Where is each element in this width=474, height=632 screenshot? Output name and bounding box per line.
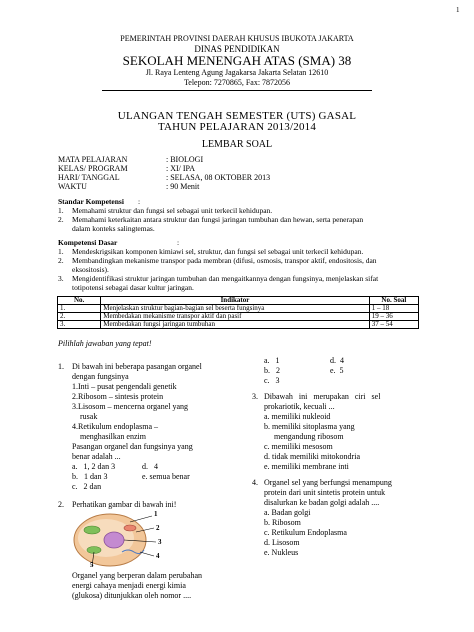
standar-item-text: Memahami keterkaitan antara struktur dan fungsi jaringan tumbuhan dan hewan, serta penerapan — [72, 215, 364, 224]
header-government: PEMERINTAH PROVINSI DAERAH KHUSUS IBUKOTA JAKARTA — [120, 34, 354, 43]
answer-option-b[interactable]: b. memiliki sitoplasma yang — [264, 422, 355, 431]
info-value: : SELASA, 08 OKTOBER 2013 — [166, 173, 271, 182]
table-cell-nosoal: 37 – 54 — [369, 321, 418, 329]
question-1-list-item: rusak — [72, 412, 98, 421]
question-1-text: Pasangan organel dan fungsinya yang — [72, 442, 193, 451]
kompetensi-item-text: Mendeskrigsikan komponen kimiawi sel, struktur, dan fungsi sel sebagai unit terkecil kehidupan. — [72, 247, 364, 256]
question-1-list-item: 1.Inti – pusat pengendali genetik — [72, 382, 177, 391]
info-value: : BIOLOGI — [166, 155, 204, 164]
answer-option-d[interactable]: d. 4 — [330, 356, 344, 365]
table-cell-indikator: Menjelaskan struktur bagian-bagian sel beserta fungsinya — [101, 305, 369, 313]
question-1-list-item: 4.Retikulum endoplasma – — [72, 422, 158, 431]
answer-option-e[interactable]: e. Nukleus — [264, 548, 299, 557]
answer-option-c[interactable]: c. 2 dan — [72, 482, 102, 491]
question-1-list-item: menghasilkan enzim — [72, 432, 146, 441]
info-class — [58, 164, 196, 173]
kompetensi-item-num: 2. — [58, 256, 64, 265]
question-2-text: (glukosa) ditunjukkan oleh nomor .... — [72, 591, 192, 600]
question-1-list-item: 3.Lisosom – mencerna organel yang — [72, 402, 189, 411]
answer-option-e[interactable]: e. 5 — [330, 366, 344, 375]
answer-option-a[interactable]: a. 1, 2 dan 3 — [72, 462, 116, 471]
question-1-number: 1. — [58, 362, 64, 371]
chloroplast — [84, 526, 100, 534]
answer-option-c[interactable]: c. Retikulum Endoplasma — [264, 528, 347, 537]
kompetensi-heading: Kompetensi Dasar — [58, 238, 118, 247]
kompetensi-item-text: Mengidentifikasi struktur jaringan tumbuhan dan mengaitkannya dengan fungsinya, menjelaskan sifat — [72, 274, 379, 283]
diagram-label: 1 — [154, 510, 158, 518]
answer-option-b-cont: mengandung ribosom — [264, 432, 344, 441]
indicator-table — [57, 296, 419, 329]
answer-option-b[interactable]: b. Ribosom — [264, 518, 301, 527]
diagram-label: 4 — [156, 552, 160, 560]
table-header-nosoal: No. Soal — [369, 297, 418, 305]
table-cell-no: 2. — [58, 313, 101, 321]
answer-option-a[interactable]: a. Badan golgi — [264, 508, 311, 517]
info-value: : XI/ IPA — [166, 164, 196, 173]
exam-year: TAHUN PELAJARAN 2013/2014 — [157, 121, 317, 133]
standar-item-text: dalam konteks salingtemas. — [72, 224, 155, 233]
answer-option-b[interactable]: b. 1 dan 3 — [72, 472, 108, 481]
answer-option-d[interactable]: d. 4 — [142, 462, 158, 471]
info-label: KELAS/ PROGRAM — [58, 164, 128, 173]
answer-option-a[interactable]: a. memiliki nukleoid — [264, 412, 331, 421]
answer-option-e[interactable]: e. semua benar — [142, 472, 190, 481]
table-cell-indikator: Membedakan mekanisme transpor aktif dan pasif — [101, 313, 369, 321]
answer-option-c[interactable]: c. memiliki mesosom — [264, 442, 333, 451]
standar-heading: Standar Kompetensi — [58, 197, 124, 206]
exam-title: ULANGAN TENGAH SEMESTER (UTS) GASAL — [117, 110, 357, 122]
kompetensi-item-num: 3. — [58, 274, 64, 283]
instruction: Pilihlah jawaban yang tepat! — [58, 339, 152, 348]
kompetensi-item-text: eksositosis). — [72, 265, 109, 274]
standar-item-num: 2. — [58, 215, 64, 224]
kompetensi-item-text: totipotensi sebagai dasar kultur jaringan. — [72, 283, 194, 292]
diagram-label: 3 — [158, 538, 162, 546]
question-2-text: Perhatikan gambar di bawah ini! — [72, 500, 177, 509]
question-4-text: Organel sel yang berfungsi menampung — [264, 478, 392, 487]
table-header-indikator: Indikator — [101, 297, 369, 305]
table-cell-indikator: Membedakan fungsi jaringan tumbuhan — [101, 321, 369, 329]
header-address: Jl. Raya Lenteng Agung Jagakarsa Jakarta Selatan 12610 — [145, 68, 329, 77]
answer-option-d[interactable]: d. tidak memiliki mitokondria — [264, 452, 360, 461]
info-time — [58, 182, 200, 191]
header-department: DINAS PENDIDIKAN — [194, 44, 280, 54]
answer-option-d[interactable]: d. Lisosom — [264, 538, 300, 547]
question-4-number: 4. — [252, 478, 258, 487]
mitochondrion — [124, 525, 136, 531]
table-cell-nosoal: 19 – 36 — [369, 313, 418, 321]
pointer-line — [130, 516, 152, 522]
header-rule — [102, 90, 372, 91]
answer-option-a[interactable]: a. 1 — [264, 356, 280, 365]
question-4-text: protein dari unit sintetis protein untuk — [264, 488, 386, 497]
page-number: 1 — [456, 6, 460, 14]
pointer-line — [140, 552, 154, 556]
question-3-number: 3. — [252, 392, 258, 401]
question-1-text: dengan fungsinya — [72, 372, 129, 381]
standar-item-text: Memahami struktur dan fungsi sel sebagai unit terkecil kehidupan. — [72, 206, 273, 215]
question-2-number: 2. — [58, 500, 64, 509]
answer-option-e[interactable]: e. memiliki membrane inti — [264, 462, 349, 471]
info-subject — [58, 155, 204, 164]
answer-option-c[interactable]: c. 3 — [264, 376, 280, 385]
cell-diagram — [70, 510, 180, 570]
table-cell-no: 3. — [58, 321, 101, 329]
kompetensi-item-num: 1. — [58, 247, 64, 256]
info-label: WAKTU — [58, 182, 87, 191]
kompetensi-colon: : — [177, 238, 180, 247]
answer-option-b[interactable]: b. 2 — [264, 366, 280, 375]
question-1-text: benar adalah ... — [72, 452, 121, 461]
diagram-label: 2 — [156, 524, 160, 532]
standar-item-num: 1. — [58, 206, 64, 215]
info-value: : 90 Menit — [166, 182, 200, 191]
table-row — [58, 321, 419, 329]
table-cell-nosoal: 1 – 18 — [369, 305, 418, 313]
info-date — [58, 173, 271, 182]
kompetensi-item-text: Membandingkan mekanisme transpor pada membran (difusi, osmosis, transpor aktif, endositosis, dan — [72, 256, 377, 265]
info-label: HARI/ TANGGAL — [58, 173, 120, 182]
sheet-title: LEMBAR SOAL — [201, 139, 273, 150]
nucleus — [104, 532, 124, 548]
question-2-text: Organel yang berperan dalam perubahan — [72, 571, 203, 580]
question-3-text: Dibawah ini merupakan ciri sel — [264, 392, 381, 401]
header-school-name: SEKOLAH MENENGAH ATAS (SMA) 38 — [122, 53, 352, 68]
question-1-text: Di bawah ini beberapa pasangan organel — [72, 362, 202, 371]
question-3-text: prokariotik, kecuali ... — [264, 402, 335, 411]
question-2-text: energi cahaya menjadi energi kimia — [72, 581, 186, 590]
info-label: MATA PELAJARAN — [58, 155, 128, 164]
table-cell-no: 1. — [58, 305, 101, 313]
table-header-no: No. — [58, 297, 101, 305]
question-1-list-item: 2.Ribosom – sintesis protein — [72, 392, 164, 401]
question-4-text: disalurkan ke badan golgi adalah .... — [264, 498, 380, 507]
header-phone: Telepon: 7270865, Fax: 7872056 — [183, 78, 291, 87]
diagram-label: 5 — [90, 561, 94, 569]
standar-colon: : — [138, 197, 141, 206]
